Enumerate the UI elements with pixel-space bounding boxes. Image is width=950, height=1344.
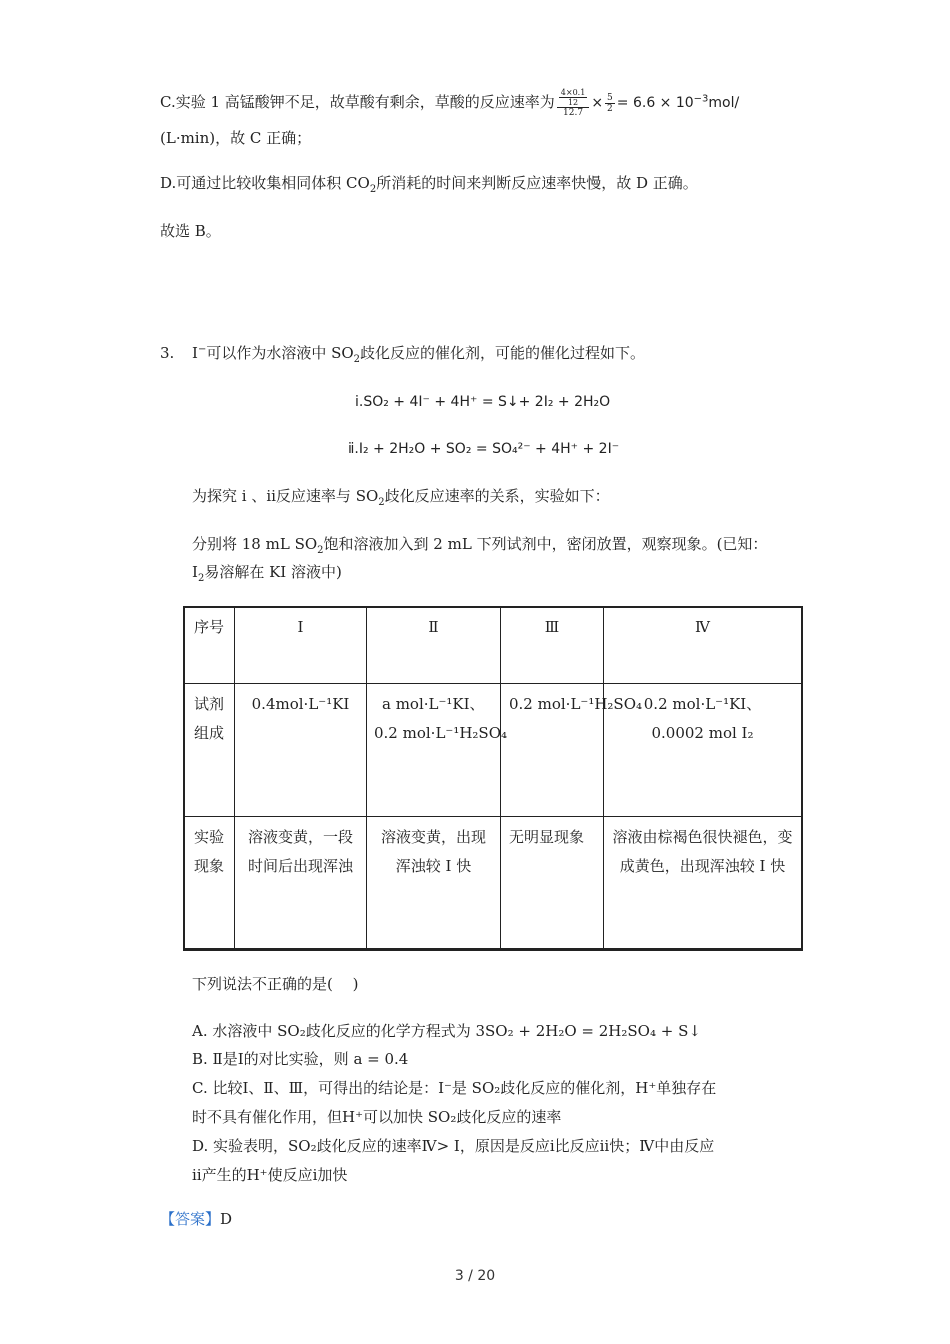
- option-c-continued: 时不具有催化作用，但H⁺可以加快 SO₂歧化反应的速率: [192, 1108, 562, 1126]
- phenomenon-1: 溶液变黄，一段时间后出现浑浊: [235, 816, 367, 948]
- option-a[interactable]: A. 水溶液中 SO₂歧化反应的化学方程式为 3SO₂ + 2H₂O = 2H₂SO₄ + S↓: [192, 1022, 701, 1040]
- procedure-line1: 分别将 18 mL $SO_2$饱和溶液加入到 2 mL 下列试剂中，密闭放置，观察现象。(已知：: [192, 535, 768, 556]
- option-c-text: C.实验 1 高锰酸钾不足，故草酸有剩余，草酸的反应速率为: [160, 93, 555, 111]
- reagent-4: 0.2 mol·L⁻¹KI、 0.0002 mol I₂: [604, 684, 802, 816]
- phenomenon-3: 无明显现象: [501, 816, 604, 948]
- header-col-3: Ⅲ: [501, 607, 604, 684]
- option-c[interactable]: C. 比较Ⅰ、Ⅱ、Ⅲ，可得出的结论是：I⁻是 SO₂歧化反应的催化剂，H⁺单独存在: [192, 1079, 717, 1097]
- fraction-rate: $\frac{\frac{4\times 0.1}{12}}{12.7}$: [557, 88, 590, 118]
- option-d-continued: ⅱ产生的H⁺使反应ⅰ加快: [192, 1166, 348, 1184]
- answer-line: [160, 1209, 232, 1229]
- answer-tag: 【答案】: [160, 1210, 221, 1228]
- page-number: 3 / 20: [454, 1268, 496, 1284]
- phenomenon-4: 溶液由棕褐色很快褪色，变成黄色，出现浑浊较 I 快: [604, 816, 802, 948]
- reagent-2: a mol·L⁻¹KI、 0.2 mol·L⁻¹H₂SO₄: [367, 684, 501, 816]
- equation-i: ⅰ.SO₂ + 4I⁻ + 4H⁺ = S↓+ 2I₂ + 2H₂O: [355, 394, 611, 410]
- question-number: 3.: [160, 344, 175, 362]
- reagent-1: 0.4mol·L⁻¹KI: [235, 684, 367, 816]
- table-row: [184, 816, 802, 948]
- row-label-reagent: 试剂组成: [184, 684, 235, 816]
- option-c-line1: C.实验 1 高锰酸钾不足，故草酸有剩余，草酸的反应速率为 $\frac{\frac{4\times 0.1}{12}}{12.7}$ × $\frac{5}{2}$ = $6.6 \times 10^{-3}mol/$: [160, 88, 740, 118]
- phenomenon-2: 溶液变黄，出现浑浊较 I 快: [367, 816, 501, 948]
- table-row: [184, 684, 802, 816]
- option-d[interactable]: D. 实验表明，SO₂歧化反应的速率Ⅳ> Ⅰ，原因是反应ⅰ比反应ⅱ快；Ⅳ中由反应: [192, 1137, 715, 1155]
- answer-value: D: [220, 1210, 233, 1228]
- header-index: 序号: [184, 607, 235, 684]
- header-col-1: Ⅰ: [235, 607, 367, 684]
- table-row: [184, 607, 802, 684]
- header-col-2: Ⅱ: [367, 607, 501, 684]
- option-c-line2: (L·min)，故 C 正确；: [160, 129, 312, 147]
- equation-ii: ⅱ.I₂ + 2H₂O + SO₂ = SO₄²⁻ + 4H⁺ + 2I⁻: [348, 441, 620, 457]
- header-col-4: Ⅳ: [604, 607, 802, 684]
- question-prompt: 下列说法不正确的是( ): [192, 975, 359, 993]
- row-label-phenomenon: 实验现象: [184, 816, 235, 948]
- fraction-five-halves: $\frac{5}{2}$: [607, 92, 613, 114]
- selection-line: 故选 B。: [160, 222, 221, 240]
- intro-line: 为探究 ⅰ 、ⅱ反应速率与 $SO_2$歧化反应速率的关系，实验如下：: [192, 487, 610, 508]
- question-stem: I−可以作为水溶液中 $SO_2$歧化反应的催化剂，可能的催化过程如下。: [192, 344, 646, 365]
- procedure-line2: $I_2$易溶解在 KI 溶液中): [192, 563, 342, 584]
- option-d-line: D.可通过比较收集相同体积 $CO_2$所消耗的时间来判断反应速率快慢，故 D 正确。: [160, 174, 698, 195]
- reagent-3: 0.2 mol·L⁻¹H₂SO₄: [501, 684, 604, 816]
- experiment-table: [183, 606, 802, 949]
- option-b[interactable]: B. Ⅱ是Ⅰ的对比实验，则 a = 0.4: [192, 1050, 409, 1068]
